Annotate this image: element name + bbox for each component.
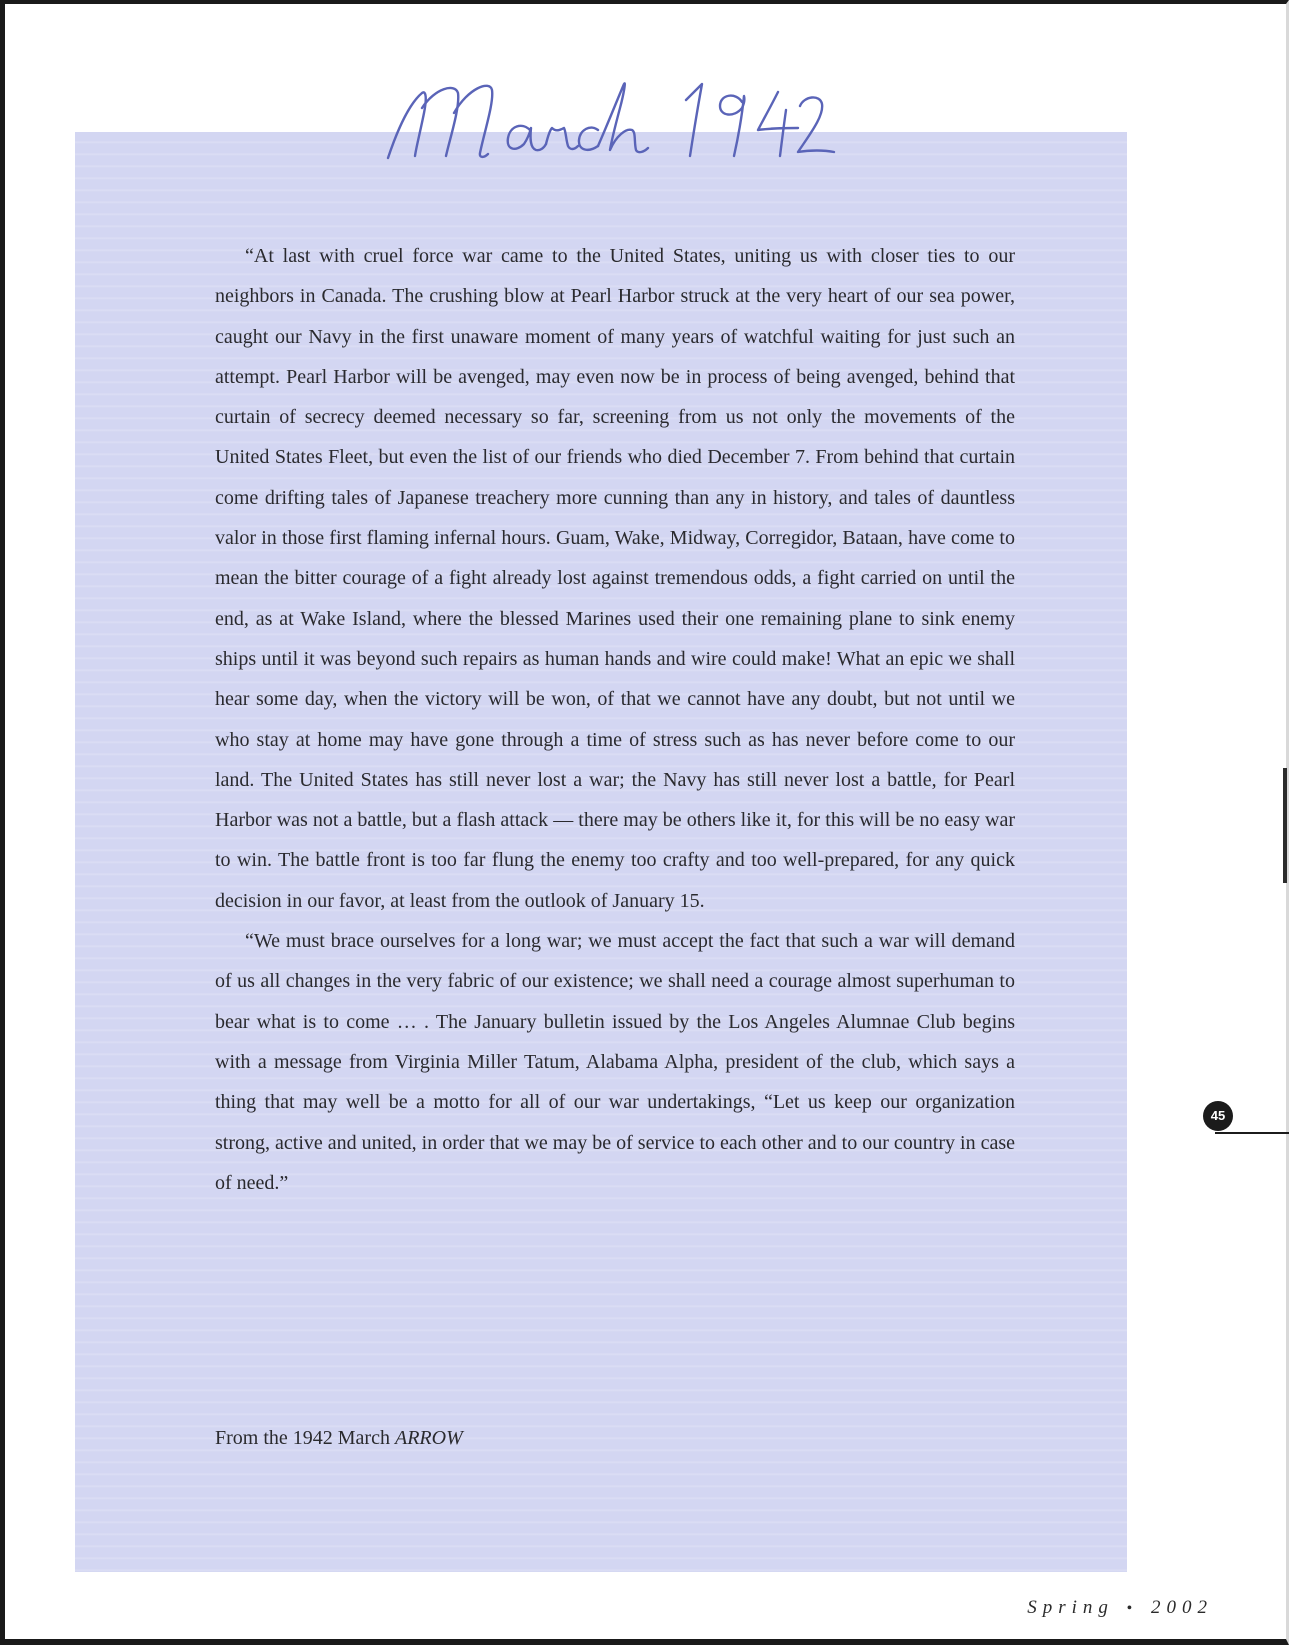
body-paragraph-2: “We must brace ourselves for a long war; we must accept the fact that such a war will demand of us all changes in the very fabric of our existence; we shall need a courage almost superhuman to bear what is to come … . The January bulletin issued by the Los Angeles Alumnae Club begins with a message from Virginia Miller Tatum, Alabama Alpha, president of the club, which says a thing that may well be a motto for all of our war undertakings, “Let us keep our organization strong, active and united, in order that we may be of service to each other and to our country in case of need.” — [215, 930, 1015, 1194]
article-body — [215, 236, 1015, 1203]
source-publication: ARROW — [394, 1427, 463, 1449]
footer-separator: • — [1126, 1600, 1139, 1617]
page-number-badge: 45 — [1203, 1101, 1233, 1131]
source-prefix: From the 1942 March — [215, 1427, 395, 1449]
footer-year: 2002 — [1151, 1597, 1213, 1618]
body-paragraph-1: “At last with cruel force war came to the United States, uniting us with closer ties to our neighbors in Canada. The crushing blow at Pearl Harbor struck at the very heart of our sea power, caught our Navy in the first unaware moment of many years of watchful waiting for just such an attempt. Pearl Harbor will be avenged, may even now be in process of being avenged, behind that curtain of secrecy deemed necessary so far, screening from us not only the movements of the United States Fleet, but even the list of our friends who died December 7. From behind that curtain come drifting tales of Japanese treachery more cunning than any in history, and tales of dauntless valor in those first flaming infernal hours. Guam, Wake, Midway, Corregidor, Bataan, have come to mean the bitter courage of a fight already lost against tremendous odds, a fight carried on until the end, as at Wake Island, where the blessed Marines used their one remaining plane to sink enemy ships until it was beyond such repairs as human hands and wire could make! What an epic we shall hear some day, when the victory will be won, of that we cannot have any doubt, but not until we who stay at home may have gone through a time of stress such as has never before come to our land. The United States has still never lost a war; the Navy has still never lost a battle, for Pearl Harbor was not a battle, but a flash attack — there may be others like it, for this will be no easy war to win. The battle front is too far flung the enemy too crafty and too well-prepared, for any quick decision in our favor, at least from the outlook of January 15. — [215, 245, 1015, 912]
source-credit — [215, 1427, 463, 1450]
script-heading-graphic — [380, 58, 840, 178]
footer-season: Spring — [1027, 1597, 1114, 1618]
page-edge-rule — [1215, 1132, 1289, 1134]
issue-footer — [1027, 1597, 1213, 1619]
page-heading — [380, 58, 840, 178]
page-edge-mark — [1283, 768, 1287, 883]
